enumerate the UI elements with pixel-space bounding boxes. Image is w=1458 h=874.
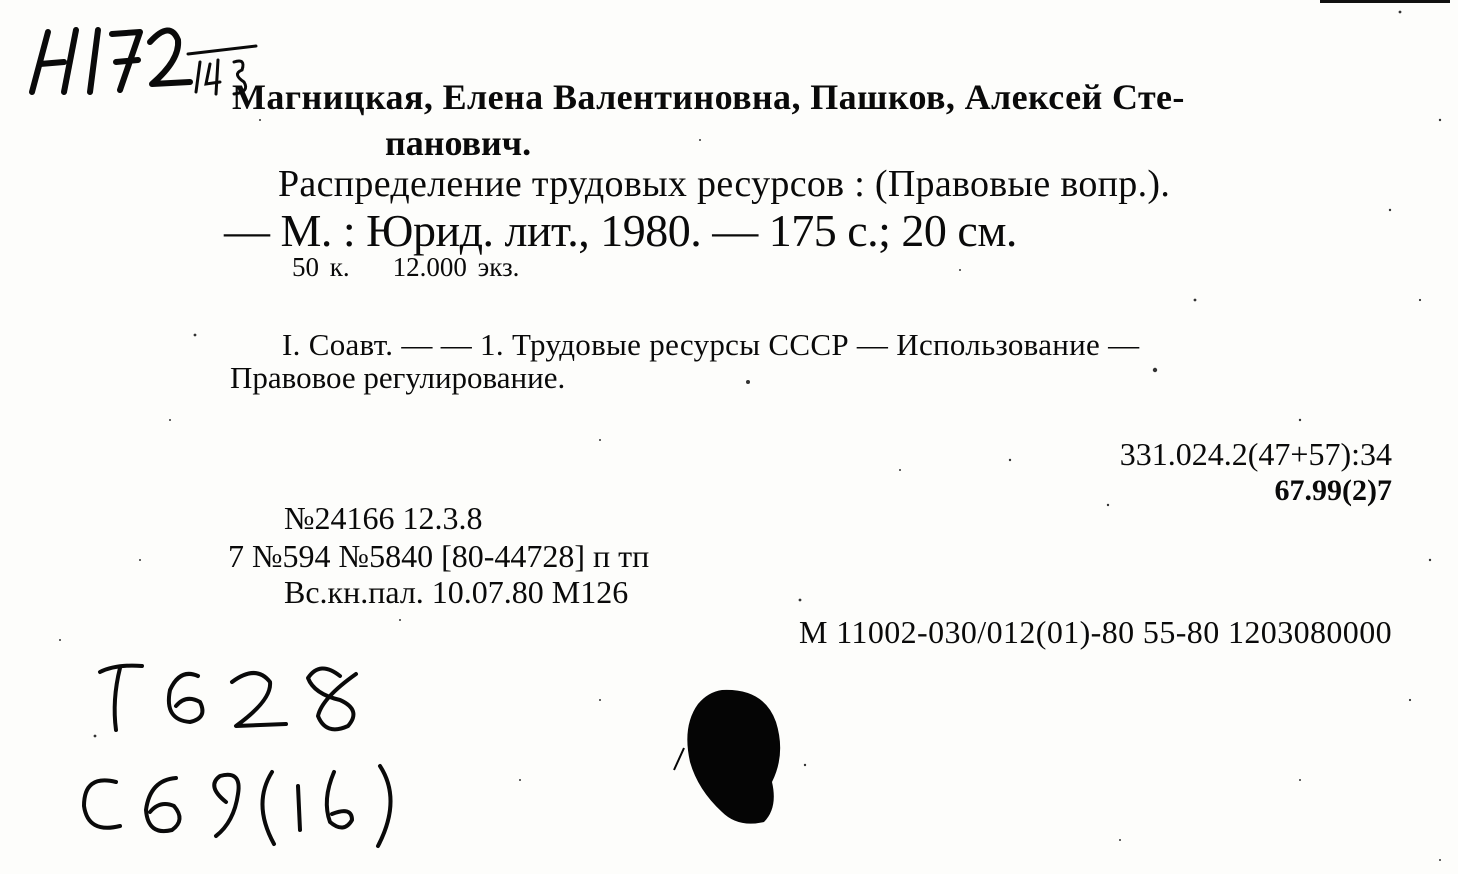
ink-blot: [668, 682, 788, 832]
record-number-line1: №24166 12.3.8: [284, 500, 483, 536]
handwritten-shelf-mark-1: [86, 650, 386, 740]
tracings-line2: Правовое регулирование.: [230, 360, 566, 395]
publisher-code: М 11002-030/012(01)-80 55-80 1203080000: [798, 614, 1392, 650]
title-statement: Распределение трудовых ресурсов : (Правовые вопр.).: [278, 163, 1171, 205]
udc-classification: 331.024.2(47+57):34: [1119, 436, 1392, 472]
imprint-statement: — М. : Юрид. лит., 1980. — 175 с.; 20 см.: [224, 205, 1017, 256]
price-print-run: 50 к. 12.000 экз.: [292, 252, 520, 282]
record-number-line2: 7 №594 №5840 [80-44728] п тп: [228, 538, 650, 574]
author-heading-line1: Магницкая, Елена Валентиновна, Пашков, Алексей Сте-: [232, 77, 1185, 117]
handwritten-shelf-mark-2: [76, 760, 406, 850]
author-heading-line2: панович.: [385, 123, 532, 163]
record-number-line3: Вс.кн.пал. 10.07.80 М126: [284, 574, 629, 610]
tracings-line1: I. Соавт. — — 1. Трудовые ресурсы СССР — Использование —: [282, 327, 1140, 362]
handwritten-call-number: [20, 12, 260, 107]
bbk-classification: 67.99(2)7: [1274, 474, 1392, 507]
